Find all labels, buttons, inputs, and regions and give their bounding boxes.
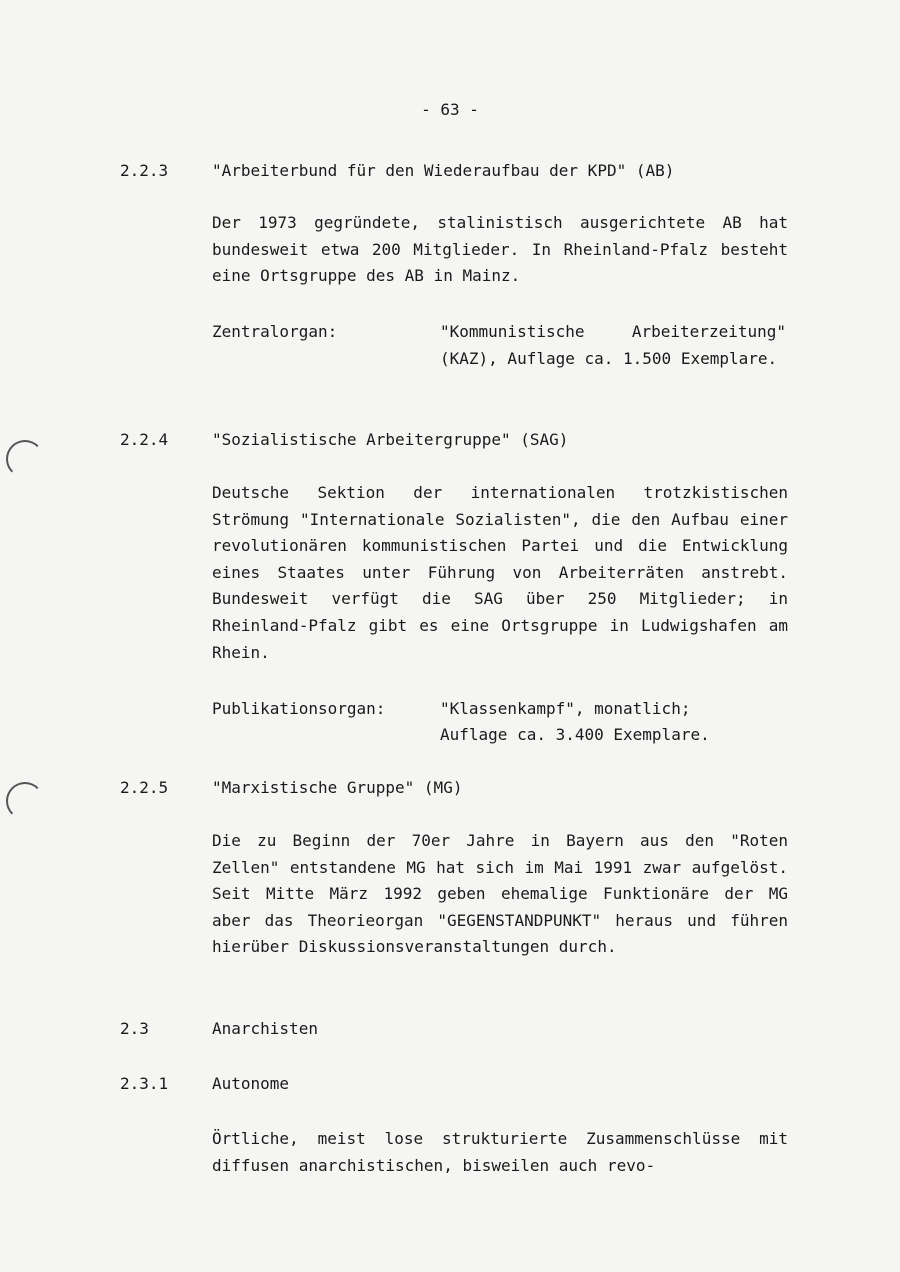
section-paragraph: Deutsche Sektion der internationalen trotzkistischen Strömung "Internationale Sozialisten", die den Aufbau einer revolutionären kommunistischen Partei und die Entwicklung eines Staates unter Führung von Arbeiterräten anstrebt. Bundesweit verfügt die SAG über 250 Mitglieder; in Rheinland-Pfalz gibt es eine Ortsgruppe in Ludwigshafen am Rhein. bbox=[212, 483, 788, 662]
publication-value-line2: Auflage ca. 3.400 Exemplare. bbox=[440, 725, 710, 744]
section-number: 2.2.5 bbox=[120, 778, 169, 797]
section-number: 2.3 bbox=[120, 1019, 149, 1038]
section-heading: "Sozialistische Arbeitergruppe" (SAG) bbox=[212, 430, 569, 449]
section-heading: Anarchisten bbox=[212, 1019, 318, 1038]
punch-hole-mark bbox=[6, 782, 44, 820]
page-number: - 63 - bbox=[421, 100, 479, 119]
section-number: 2.2.3 bbox=[120, 161, 169, 180]
section-paragraph: Der 1973 gegründete, stalinistisch ausgerichtete AB hat bundesweit etwa 200 Mitglieder. In Rheinland-Pfalz besteht eine Ortsgruppe des AB in Mainz. bbox=[212, 213, 788, 286]
publication-value: "Kommunistische Arbeiterzeitung" (KAZ), Auflage ca. 1.500 Exemplare. bbox=[440, 322, 786, 368]
section-paragraph: Örtliche, meist lose strukturierte Zusammenschlüsse mit diffusen anarchistischen, bisweilen auch revo- bbox=[212, 1129, 788, 1175]
publication-value-line1: "Klassenkampf", monatlich; bbox=[440, 699, 691, 718]
punch-hole-mark bbox=[6, 440, 44, 478]
publication-label: Zentralorgan: bbox=[212, 322, 338, 341]
section-heading: "Arbeiterbund für den Wiederaufbau der KPD" (AB) bbox=[212, 161, 675, 180]
section-number: 2.3.1 bbox=[120, 1074, 169, 1093]
section-heading: "Marxistische Gruppe" (MG) bbox=[212, 778, 463, 797]
section-paragraph: Die zu Beginn der 70er Jahre in Bayern aus den "Roten Zellen" entstandene MG hat sich im Mai 1991 zwar aufgelöst. Seit Mitte März 1992 geben ehemalige Funktionäre der MG aber das Theorieorgan "GEGENSTANDPUNKT" heraus und führen hierüber Diskussionsveranstaltungen durch. bbox=[212, 831, 788, 957]
section-number: 2.2.4 bbox=[120, 430, 169, 449]
publication-label: Publikationsorgan: bbox=[212, 699, 386, 718]
section-heading: Autonome bbox=[212, 1074, 290, 1093]
